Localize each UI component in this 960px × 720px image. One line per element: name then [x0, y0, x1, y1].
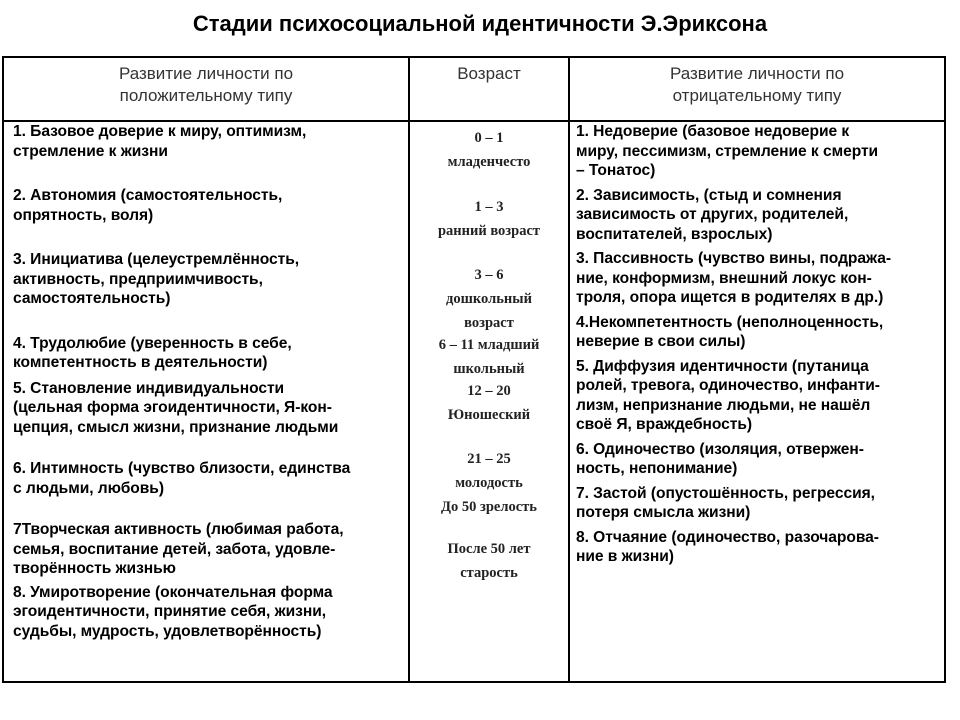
- negative-item-3: 3. Пассивность (чувство вины, подража- ние, конформизм, внешний локус кон- троля, опора ищется в родителях в др.): [576, 250, 891, 306]
- slide-title: Стадии психосоциальной идентичности Э.Эриксона: [192, 11, 768, 36]
- age-7: До 50 зрелость: [441, 499, 537, 515]
- erikson-table: [2, 56, 946, 683]
- age-3: 3 – 6 дошкольный возраст: [446, 267, 532, 331]
- positive-item-2: 2. Автономия (самостоятельность, опрятность, воля): [13, 187, 283, 224]
- positive-item-6: 6. Интимность (чувство близости, единства с людьми, любовь): [13, 460, 351, 497]
- header-age: [409, 57, 569, 121]
- negative-item-5: 5. Диффузия идентичности (путаница ролей, тревога, одиночество, инфанти- лизм, непризнание людьми, не нашёл своё Я, враждебность): [576, 357, 880, 433]
- positive-item-4: 4. Трудолюбие (уверенность в себе, компетентность в деятельности): [13, 334, 292, 371]
- header-positive: [3, 57, 409, 121]
- positive-item-3: 3. Инициатива (целеустремлённость, активность, предприимчивость, самостоятельность): [13, 251, 300, 307]
- age-1: 0 – 1 младенчесто: [447, 130, 531, 170]
- negative-item-2: 2. Зависимость, (стыд и сомнения зависимость от других, родителей, воспитателей, взрослых): [576, 186, 849, 243]
- age-4: 6 – 11 младший школьный: [438, 337, 540, 377]
- body-row: [3, 121, 945, 682]
- age-2: 1 – 3 ранний возраст: [437, 199, 541, 239]
- negative-item-6: 6. Одиночество (изоляция, отвержен- ность, непонимание): [576, 440, 864, 477]
- positive-item-5: 5. Становление индивидуальности (цельная форма эгоидентичности, Я-кон- цепция, смысл жизни, признание людьми: [13, 379, 339, 436]
- positive-item-1: 1. Базовое доверие к миру, оптимизм, стремление к жизни: [13, 123, 307, 160]
- header-age-label: Возраст: [457, 64, 521, 83]
- positive-item-7: 7Творческая активность (любимая работа, семья, воспитание детей, забота, удовле- творённость жизнью: [13, 521, 344, 577]
- age-8: После 50 лет старость: [447, 541, 531, 581]
- age-column: [409, 121, 569, 682]
- age-5: 12 – 20 Юношеский: [447, 383, 531, 423]
- negative-item-7: 7. Застой (опустошённость, регрессия, потеря смысла жизни): [576, 484, 875, 521]
- negative-item-1: 1. Недоверие (базовое недоверие к миру, пессимизм, стремление к смерти – Тонатос): [576, 123, 879, 179]
- header-positive-label: Развитие личности по положительному типу: [118, 64, 294, 105]
- negative-column: [569, 121, 945, 682]
- positive-column: [3, 121, 409, 682]
- header-negative-label: Развитие личности по отрицательному типу: [669, 64, 845, 105]
- header-row: [3, 57, 945, 121]
- positive-item-8: 8. Умиротворение (окончательная форма эгоидентичности, принятие себя, жизни, судьбы, мудрость, удовлетворённость): [13, 583, 333, 640]
- negative-item-8: 8. Отчаяние (одиночество, разочарова- ние в жизни): [576, 528, 879, 565]
- header-negative: [569, 57, 945, 121]
- negative-item-4: 4.Некомпетентность (неполноценность, неверие в свои силы): [576, 313, 884, 350]
- age-6: 21 – 25 молодость: [455, 451, 523, 491]
